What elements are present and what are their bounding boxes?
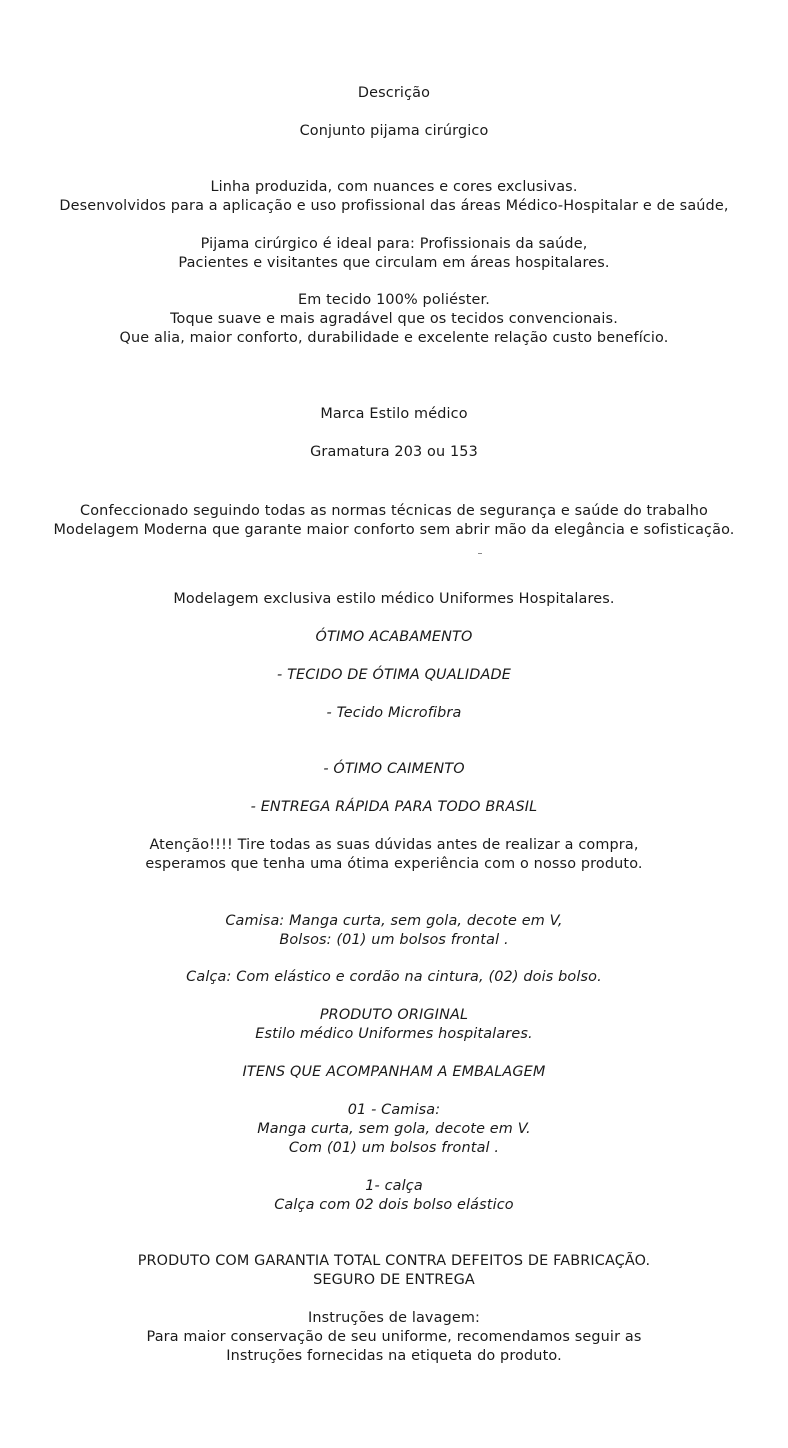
washing-line-1: Instruções de lavagem: bbox=[307, 1310, 481, 1326]
fabric-line-2: Toque suave e mais agradável que os tecidos convencionais. bbox=[170, 311, 618, 327]
microfiber-line: - Tecido Microfibra bbox=[326, 705, 462, 721]
attention-line-2: esperamos que tenha uma ótima experiência com o nosso produto. bbox=[145, 856, 643, 872]
finish-line: ÓTIMO ACABAMENTO bbox=[315, 629, 473, 645]
stray-mark bbox=[478, 553, 482, 554]
package-heading: ITENS QUE ACOMPANHAM A EMBALAGEM bbox=[242, 1064, 546, 1080]
attention-line-1: Atenção!!!! Tire todas as suas dúvidas antes de realizar a compra, bbox=[149, 837, 639, 853]
pants-line: Calça: Com elástico e cordão na cintura, (02) dois bolso. bbox=[186, 969, 602, 985]
delivery-line: - ENTREGA RÁPIDA PARA TODO BRASIL bbox=[250, 799, 538, 815]
product-title: Conjunto pijama cirúrgico bbox=[299, 123, 489, 139]
washing-line-2: Para maior conservação de seu uniforme, recomendamos seguir as bbox=[146, 1329, 642, 1345]
quality-line: - TECIDO DE ÓTIMA QUALIDADE bbox=[277, 667, 511, 683]
ideal-for-line-1: Pijama cirúrgico é ideal para: Profissionais da saúde, bbox=[200, 236, 588, 252]
exclusive-line: Modelagem exclusiva estilo médico Uniformes Hospitalares. bbox=[173, 591, 615, 607]
fabric-line-1: Em tecido 100% poliéster. bbox=[297, 292, 491, 308]
standards-line-2: Modelagem Moderna que garante maior conforto sem abrir mão da elegância e sofisticação. bbox=[53, 522, 735, 538]
washing-line-3: Instruções fornecidas na etiqueta do produto. bbox=[226, 1348, 562, 1364]
package-shirt-line-2: Manga curta, sem gola, decote em V. bbox=[257, 1121, 531, 1137]
package-pants-line-1: 1- calça bbox=[365, 1178, 423, 1194]
brand-line: Marca Estilo médico bbox=[320, 406, 468, 422]
description-heading: Descrição bbox=[357, 85, 431, 101]
shirt-line-2: Bolsos: (01) um bolsos frontal . bbox=[279, 932, 509, 948]
warranty-line-2: SEGURO DE ENTREGA bbox=[313, 1272, 475, 1288]
warranty-line-1: PRODUTO COM GARANTIA TOTAL CONTRA DEFEITOS DE FABRICAÇÃO. bbox=[137, 1253, 651, 1269]
intro-line-2: Desenvolvidos para a aplicação e uso profissional das áreas Médico-Hospitalar e de saúde, bbox=[59, 198, 729, 214]
fabric-line-3: Que alia, maior conforto, durabilidade e excelente relação custo benefício. bbox=[119, 330, 669, 346]
package-pants-line-2: Calça com 02 dois bolso elástico bbox=[274, 1197, 514, 1213]
package-shirt-line-1: 01 - Camisa: bbox=[347, 1102, 441, 1118]
weight-line: Gramatura 203 ou 153 bbox=[310, 444, 478, 460]
original-line-1: PRODUTO ORIGINAL bbox=[319, 1007, 469, 1023]
fit-line: - ÓTIMO CAIMENTO bbox=[323, 761, 465, 777]
intro-line-1: Linha produzida, com nuances e cores exclusivas. bbox=[210, 179, 578, 195]
package-shirt-line-3: Com (01) um bolsos frontal . bbox=[288, 1140, 500, 1156]
standards-line-1: Confeccionado seguindo todas as normas técnicas de segurança e saúde do trabalho bbox=[80, 503, 708, 519]
shirt-line-1: Camisa: Manga curta, sem gola, decote em V, bbox=[225, 913, 563, 929]
original-line-2: Estilo médico Uniformes hospitalares. bbox=[255, 1026, 533, 1042]
ideal-for-line-2: Pacientes e visitantes que circulam em áreas hospitalares. bbox=[178, 255, 610, 271]
